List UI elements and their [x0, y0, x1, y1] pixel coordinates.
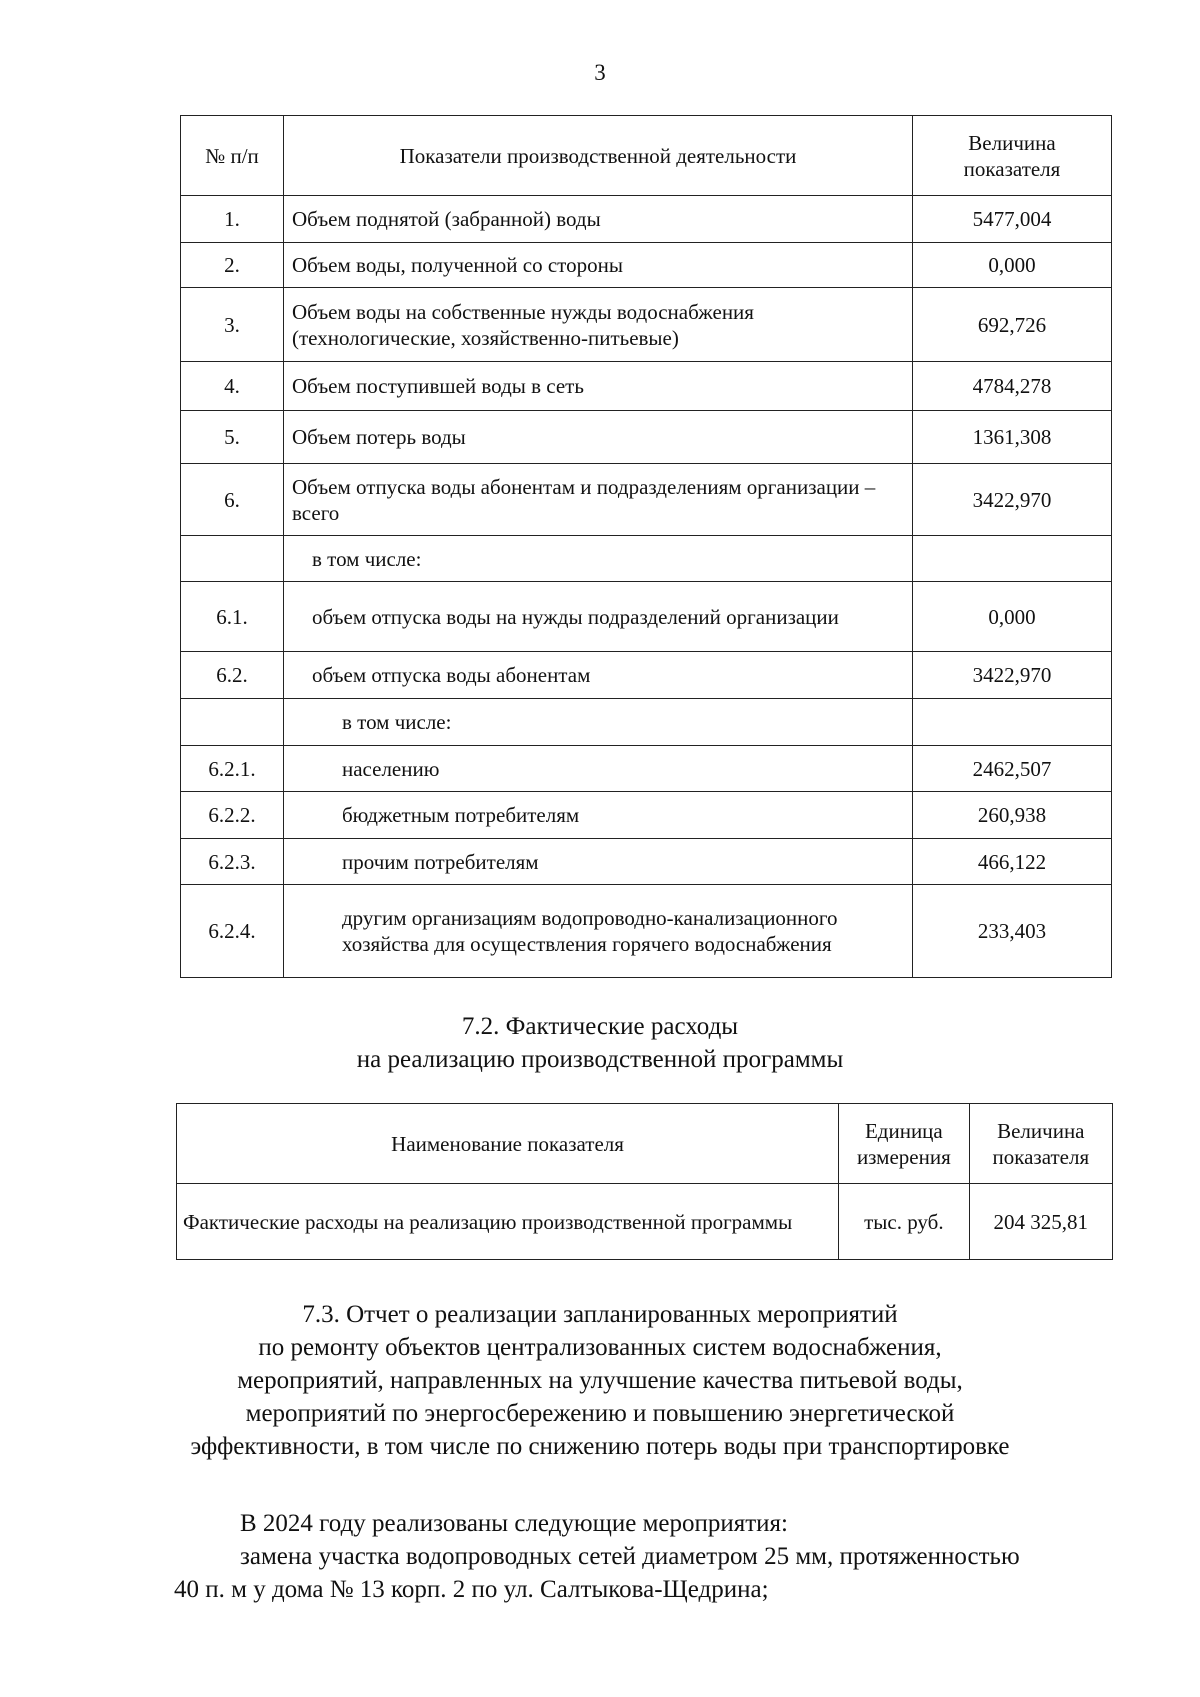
table-row — [181, 839, 1112, 885]
page-number: 3 — [594, 60, 606, 85]
table-row — [177, 1184, 1113, 1260]
row-value — [913, 536, 1112, 582]
row-value — [913, 699, 1112, 746]
row-num: 4. — [181, 362, 284, 411]
header-unit-line1: Единица — [864, 1118, 943, 1143]
row-num: 6.2.4. — [181, 885, 284, 978]
section-7-3-title-line3: мероприятий, направленных на улучшение качества питьевой воды, — [237, 1367, 963, 1394]
table-row — [181, 699, 1112, 746]
row-name: бюджетным потребителям — [284, 792, 913, 839]
row-value: 692,726 — [913, 288, 1112, 362]
section-7-3-title-line4: мероприятий по энергосбережению и повышению энергетической — [245, 1400, 955, 1427]
row-name: Объем поднятой (забранной) воды — [284, 196, 913, 243]
row-value: 5477,004 — [913, 196, 1112, 243]
header-unit-line2: измерения — [856, 1144, 951, 1169]
row-value: 2462,507 — [913, 746, 1112, 792]
row-num — [181, 536, 284, 582]
row-name: Объем потерь воды — [284, 411, 913, 464]
row-num: 6.2. — [181, 652, 284, 699]
production-indicators-table — [180, 115, 1112, 978]
table-header-row — [177, 1104, 1113, 1184]
body-intro: В 2024 году реализованы следующие мероприятия: — [240, 1510, 788, 1537]
table-row — [181, 536, 1112, 582]
header-unit — [839, 1104, 970, 1184]
header-value-line2: показателя — [963, 156, 1061, 181]
row-name: объем отпуска воды абонентам — [284, 652, 913, 699]
section-7-3-title-line2: по ремонту объектов централизованных систем водоснабжения, — [258, 1334, 942, 1361]
table-row — [181, 196, 1112, 243]
body-item-line1: замена участка водопроводных сетей диаметром 25 мм, протяженностью — [240, 1543, 1020, 1570]
row-value: 3422,970 — [913, 464, 1112, 536]
row-name: прочим потребителям — [284, 839, 913, 885]
table-row — [181, 885, 1112, 978]
row-name: Объем воды, полученной со стороны — [284, 243, 913, 288]
expense-value: 204 325,81 — [969, 1184, 1112, 1260]
row-value: 1361,308 — [913, 411, 1112, 464]
row-name: другим организациям водопроводно-канализационного хозяйства для осуществления горячего водоснабжения — [284, 885, 913, 978]
table-row — [181, 582, 1112, 652]
row-num: 6.1. — [181, 582, 284, 652]
row-num: 6.2.3. — [181, 839, 284, 885]
header-value-line1: Величина — [997, 1118, 1085, 1143]
expense-name: Фактические расходы на реализацию производственной программы — [177, 1184, 839, 1260]
row-name: населению — [284, 746, 913, 792]
header-num: № п/п — [181, 116, 284, 196]
expense-unit: тыс. руб. — [839, 1184, 970, 1260]
row-value: 0,000 — [913, 243, 1112, 288]
section-7-3-title-line1: 7.3. Отчет о реализации запланированных мероприятий — [302, 1301, 898, 1328]
header-name: Показатели производственной деятельности — [284, 116, 913, 196]
table-row — [181, 652, 1112, 699]
header-value-line1: Величина — [968, 130, 1056, 155]
header-name: Наименование показателя — [177, 1104, 839, 1184]
section-7-2-title-line1: 7.2. Фактические расходы — [461, 1013, 739, 1040]
row-value: 260,938 — [913, 792, 1112, 839]
row-name: объем отпуска воды на нужды подразделений организации — [284, 582, 913, 652]
row-name: Объем отпуска воды абонентам и подразделениям организации – всего — [284, 464, 913, 536]
row-num: 6.2.2. — [181, 792, 284, 839]
row-value: 466,122 — [913, 839, 1112, 885]
row-name: в том числе: — [284, 536, 913, 582]
header-value — [969, 1104, 1112, 1184]
table-row — [181, 243, 1112, 288]
row-num — [181, 699, 284, 746]
row-value: 4784,278 — [913, 362, 1112, 411]
header-value — [913, 116, 1112, 196]
table-row — [181, 746, 1112, 792]
table-row — [181, 411, 1112, 464]
row-num: 1. — [181, 196, 284, 243]
actual-expenses-table — [176, 1103, 1113, 1260]
row-name: Объем поступившей воды в сеть — [284, 362, 913, 411]
table-row — [181, 464, 1112, 536]
row-num: 3. — [181, 288, 284, 362]
row-name: Объем воды на собственные нужды водоснабжения (технологические, хозяйственно-питьевые) — [284, 288, 913, 362]
table-row — [181, 288, 1112, 362]
row-num: 6.2.1. — [181, 746, 284, 792]
row-name: в том числе: — [284, 699, 913, 746]
section-7-2-title-line2: на реализацию производственной программы — [356, 1046, 844, 1073]
row-num: 2. — [181, 243, 284, 288]
table-row — [181, 362, 1112, 411]
row-value: 0,000 — [913, 582, 1112, 652]
row-num: 5. — [181, 411, 284, 464]
body-item-line2: 40 п. м у дома № 13 корп. 2 по ул. Салтыкова-Щедрина; — [174, 1576, 769, 1603]
table-header-row — [181, 116, 1112, 196]
header-value-line2: показателя — [992, 1144, 1090, 1169]
row-num: 6. — [181, 464, 284, 536]
section-7-3-title-line5: эффективности, в том числе по снижению потерь воды при транспортировке — [190, 1433, 1010, 1460]
table-row — [181, 792, 1112, 839]
row-value: 3422,970 — [913, 652, 1112, 699]
row-value: 233,403 — [913, 885, 1112, 978]
